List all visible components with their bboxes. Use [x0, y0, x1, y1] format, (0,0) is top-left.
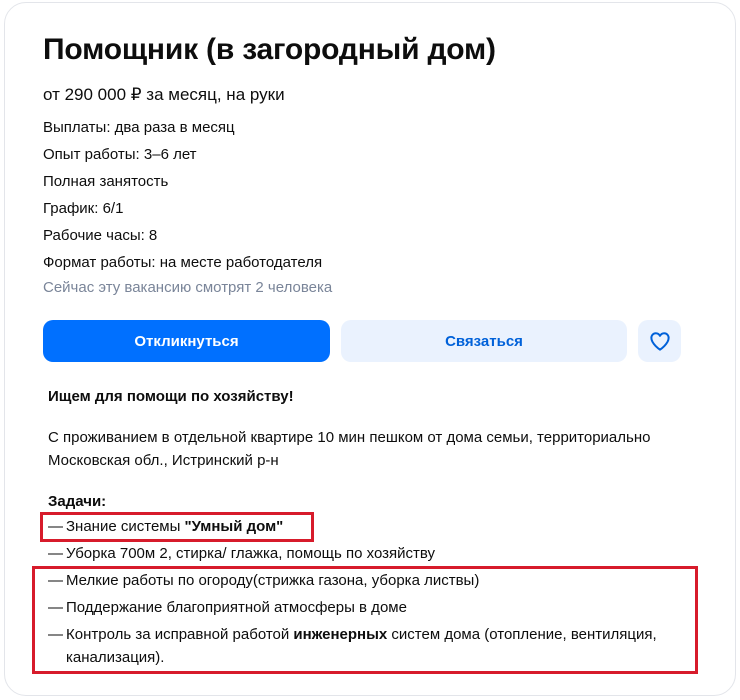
task-item — [48, 623, 698, 669]
detail-experience: Опыт работы: 3–6 лет — [43, 146, 197, 163]
task-text: Контроль за исправной работой — [66, 626, 294, 643]
task-bold-text: инженерных — [293, 626, 388, 643]
task-text-continuation: канализация). — [66, 649, 165, 666]
description-heading: Ищем для помощи по хозяйству! — [48, 388, 294, 405]
heart-icon — [649, 331, 671, 351]
task-text-after: систем дома (отопление, вентиляция, — [387, 626, 657, 643]
detail-work-format: Формат работы: на месте работодателя — [43, 254, 323, 271]
task-text: Знание системы — [66, 518, 185, 535]
contact-button[interactable] — [341, 320, 627, 362]
tasks-heading: Задачи: — [48, 493, 107, 510]
vacancy-description — [48, 388, 708, 510]
detail-hours: Рабочие часы: 8 — [43, 227, 158, 244]
description-intro: С проживанием в отдельной квартире 10 мин пешком от дома семьи, территориально Московская обл., Истринский р-н — [48, 429, 651, 469]
detail-schedule: График: 6/1 — [43, 200, 124, 217]
salary: от 290 000 ₽ за месяц, на руки — [43, 85, 285, 104]
detail-payments: Выплаты: два раза в месяц — [43, 119, 235, 136]
task-bold-text: "Умный дом" — [184, 518, 284, 535]
list-dash: — — [48, 545, 63, 562]
task-text: Уборка 700м 2, стирка/ глажка, помощь по хозяйству — [66, 545, 436, 562]
task-text: Поддержание благоприятной атмосферы в доме — [66, 599, 407, 616]
task-text: Мелкие работы по огороду(стрижка газона, уборка листвы) — [66, 572, 480, 589]
respond-button[interactable] — [43, 320, 330, 362]
task-item — [48, 515, 283, 538]
task-item — [48, 569, 479, 592]
respond-button-label: Откликнуться — [134, 332, 239, 350]
contact-button-label: Связаться — [445, 332, 523, 350]
viewers-count: Сейчас эту вакансию смотрят 2 человека — [43, 279, 333, 296]
vacancy-details — [43, 118, 322, 280]
list-dash: — — [48, 626, 63, 643]
task-item — [48, 542, 435, 565]
detail-employment: Полная занятость — [43, 173, 169, 190]
vacancy-title: Помощник (в загородный дом) — [43, 33, 496, 66]
task-item — [48, 596, 407, 619]
list-dash: — — [48, 518, 63, 535]
list-dash: — — [48, 572, 63, 589]
list-dash: — — [48, 599, 63, 616]
favorite-button[interactable] — [638, 320, 681, 362]
